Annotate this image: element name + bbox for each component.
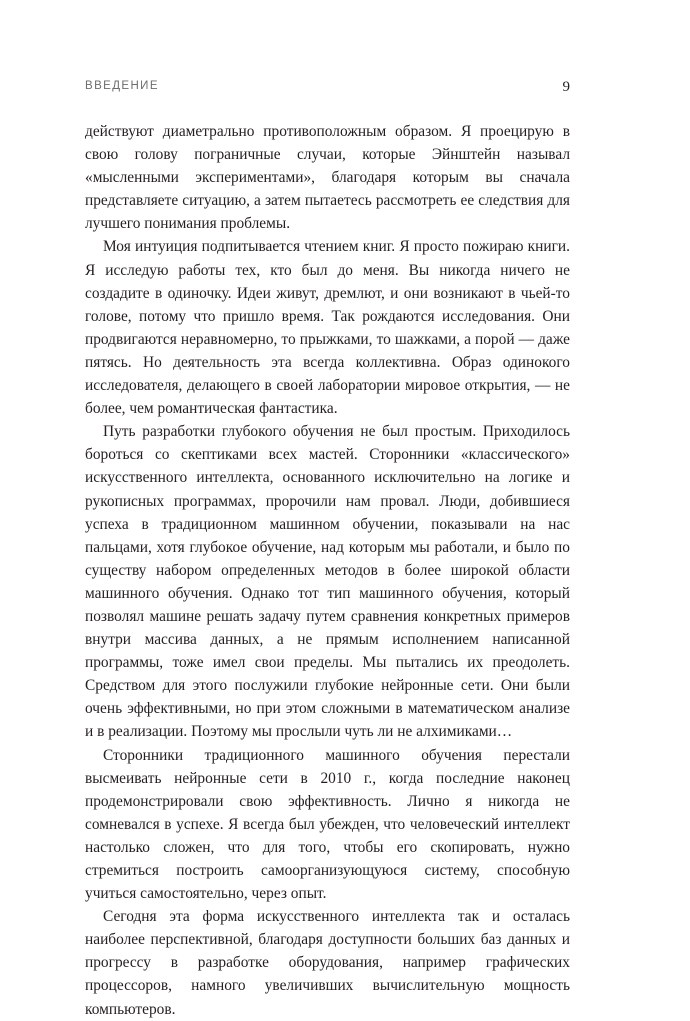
paragraph: Путь разработки глубокого обучения не был простым. Приходилось бороться со скептиками всех мастей. Сторонники «классического» искусственного интеллекта, основанного исключительно на логике и рукописных программах, пророчили нам провал. Люди, добившиеся успеха в традиционном машинном обучении, показывали на нас пальцами, хотя глубокое обучение, над которым мы работали, и было по существу набором определенных методов в более широкой области машинного обучения. Однако тот тип машинного обучения, который позволял машине решать задачу путем сравнения конкретных примеров внутри массива данных, а не прямым исполнением написанной программы, тоже имел свои пределы. Мы пытались их преодолеть. Средством для этого послужили глубокие нейронные сети. Они были очень эффективными, но при этом сложными в математическом анализе и в реализации. Поэтому мы прослыли чуть ли не алхимиками…: [85, 423, 570, 741]
body-text: [85, 120, 570, 1021]
section-title: ВВЕДЕНИЕ: [85, 80, 159, 92]
paragraph: действуют диаметрально противоположным образом. Я проецирую в свою голову пограничные случаи, которые Эйнштейн называл «мысленными экспериментами», благодаря которым вы сначала представляете ситуацию, а затем пытаетесь рассмотреть ее следствия для лучшего понимания проблемы.: [85, 123, 570, 233]
page-number: 9: [562, 79, 570, 95]
paragraph: Моя интуиция подпитывается чтением книг. Я просто пожираю книги. Я исследую работы тех, кто был до меня. Вы никогда ничего не создадите в одиночку. Идеи живут, дремлют, и они возникают в чьей-то голове, потому что пришло время. Так рождаются исследования. Они продвигаются неравномерно, то прыжками, то шажками, а порой — даже пятясь. Но деятельность эта всегда коллективна. Образ одинокого исследователя, делающего в своей лаборатории мировое открытия, — не более, чем романтическая фантастика.: [85, 238, 570, 418]
running-head: [85, 80, 570, 100]
paragraph: Сегодня эта форма искусственного интеллекта так и осталась наиболее перспективной, благодаря доступности больших баз данных и прогрессу в разработке оборудования, например графических процессоров, намного увеличивших вычислительную мощность компьютеров.: [85, 908, 570, 1018]
paragraph: Сторонники традиционного машинного обучения перестали высмеивать нейронные сети в 2010 г., когда последние наконец продемонстрировали свою эффективность. Лично я никогда не сомневался в успехе. Я всегда был убежден, что человеческий интеллект настолько сложен, что для того, чтобы его скопировать, нужно стремиться построить самоорганизующуюся систему, способную учиться самостоятельно, через опыт.: [85, 746, 570, 903]
